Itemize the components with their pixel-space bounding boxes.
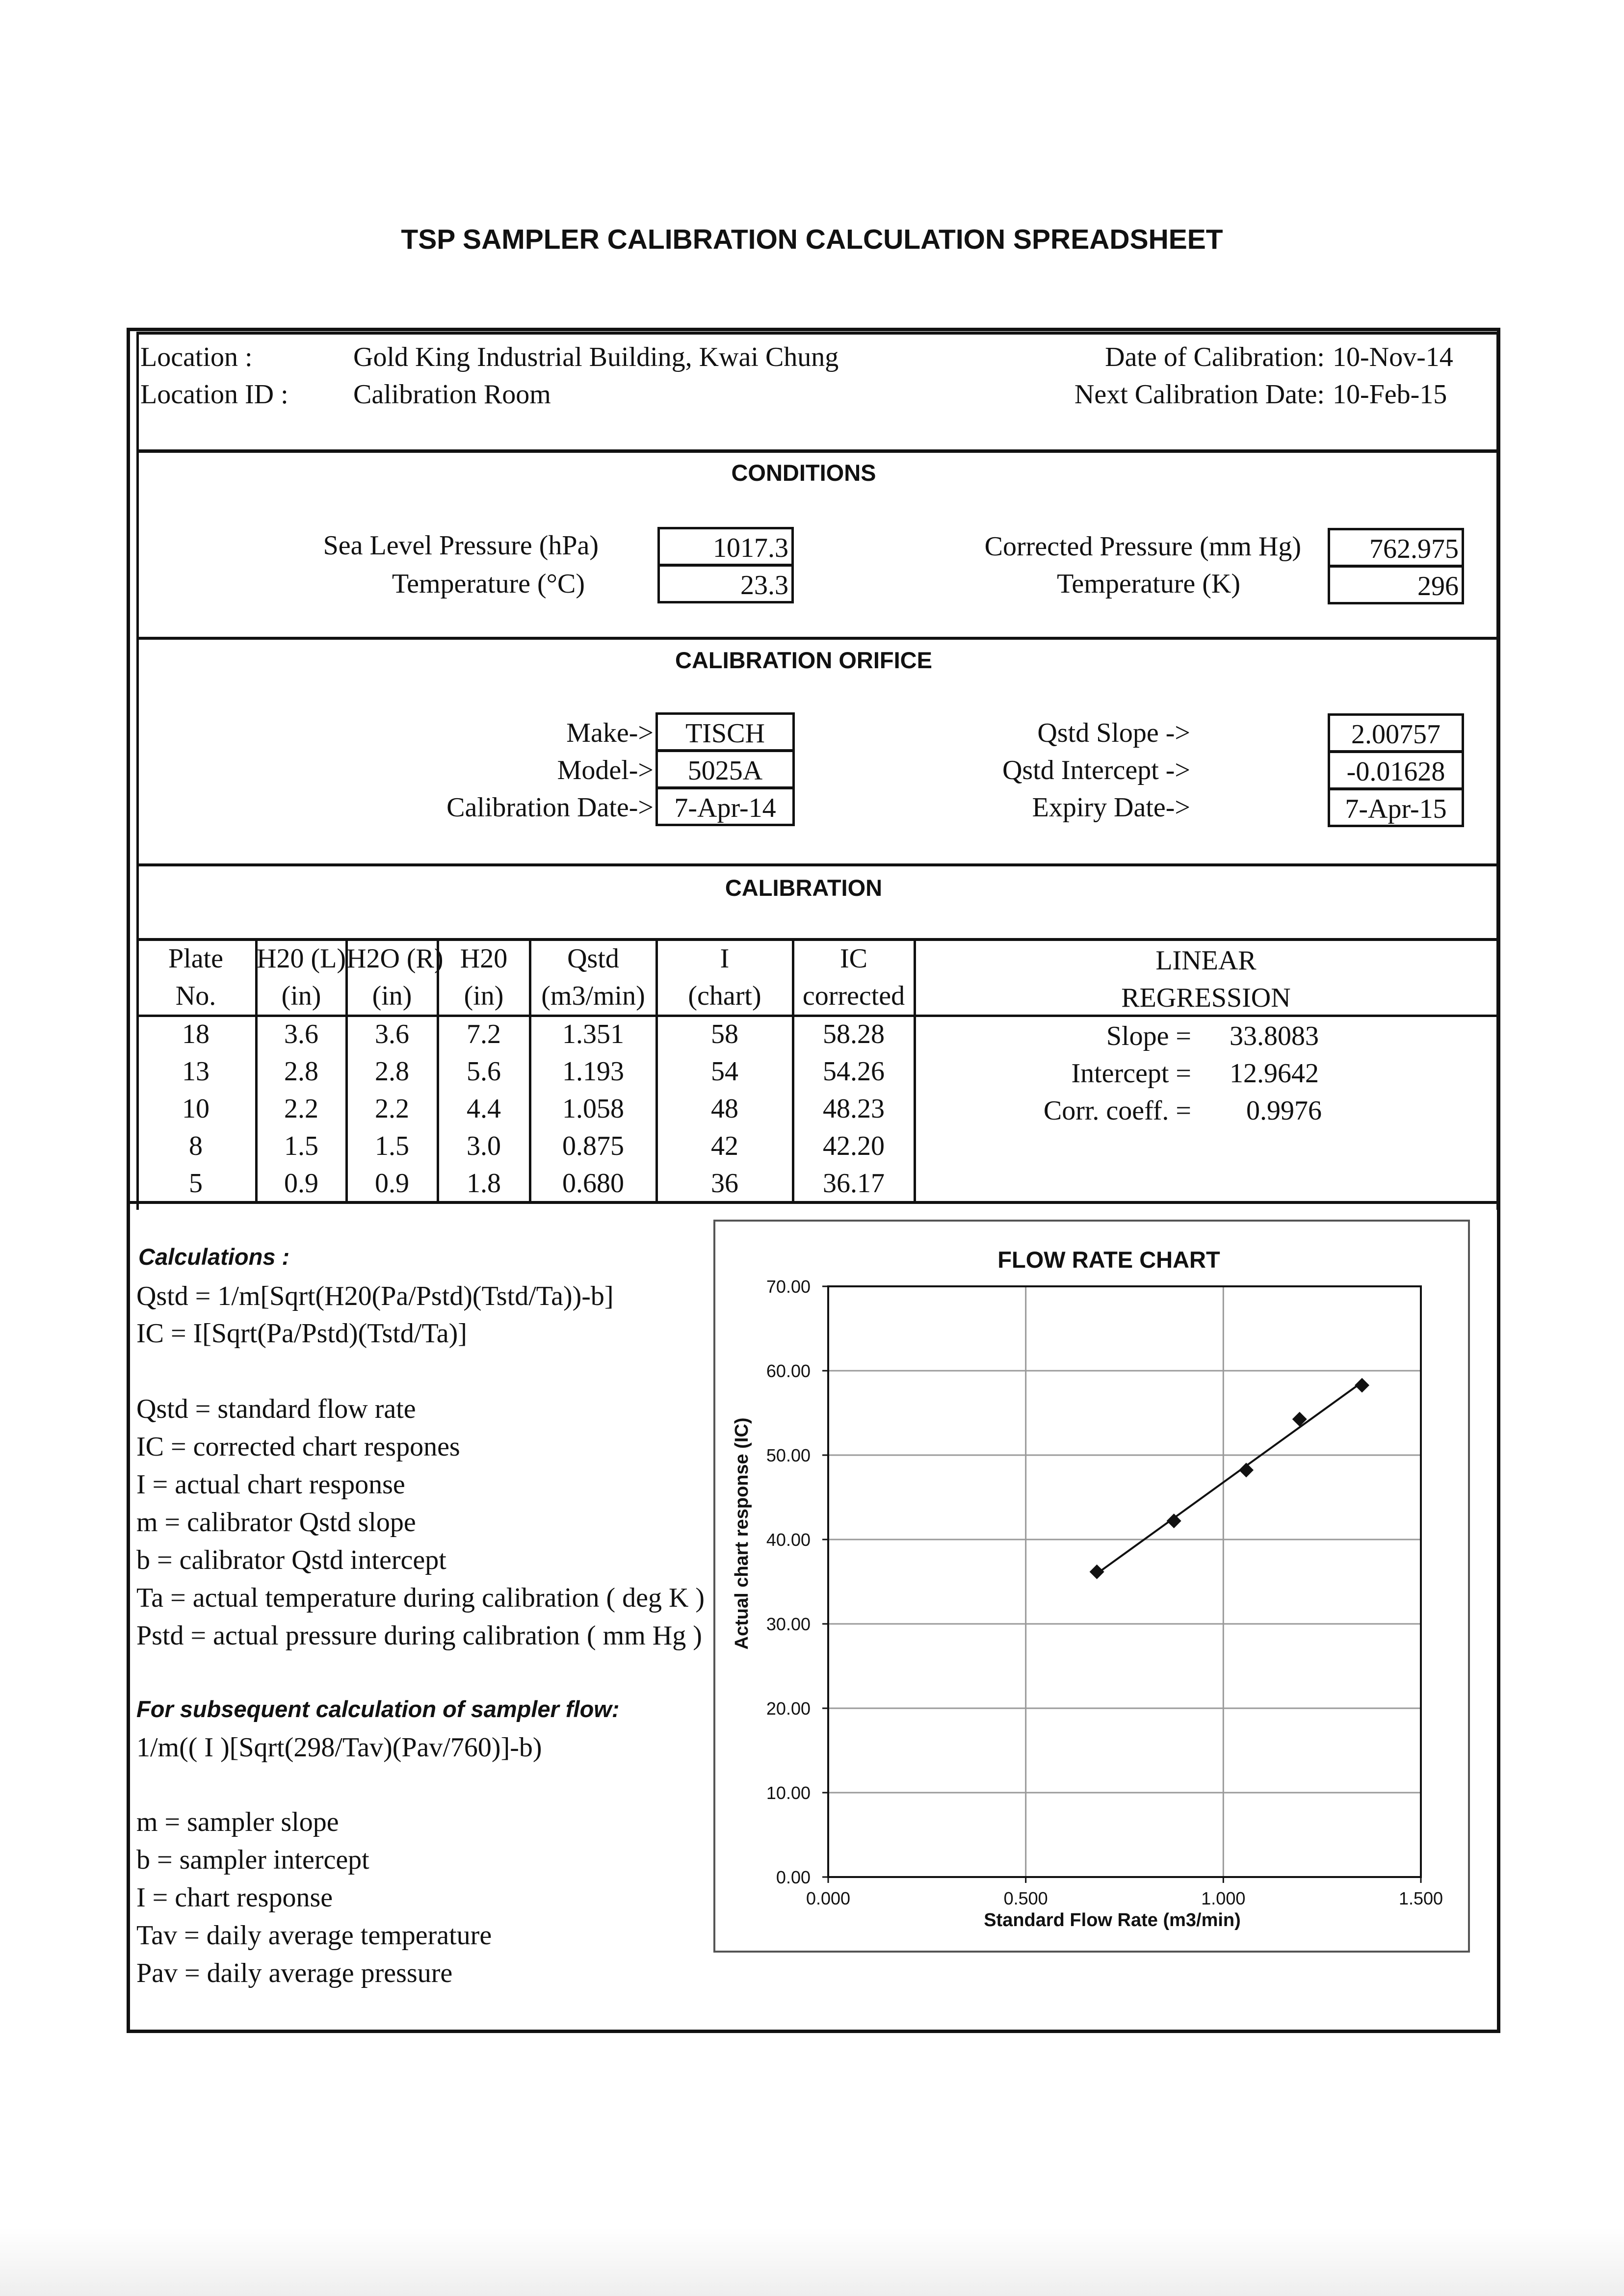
y-axis-ticks xyxy=(766,1277,828,1887)
chart-title: FLOW RATE CHART xyxy=(997,1247,1220,1273)
data-point xyxy=(1167,1513,1181,1528)
orifice-divider xyxy=(136,863,1499,866)
regression-intercept-label: Intercept = xyxy=(1071,1058,1191,1089)
x-tick-label: 0.000 xyxy=(806,1888,851,1908)
list-item: Tav = daily average temperature xyxy=(136,1920,492,1951)
subsequent-definitions-list xyxy=(136,1808,492,1997)
col-plate-line1: Plate xyxy=(168,943,223,974)
list-item: IC = corrected chart respones xyxy=(136,1432,460,1462)
cell-plate: 13 xyxy=(182,1056,210,1087)
temperature-c-value: 23.3 xyxy=(740,570,788,600)
regression-corr-value: 0.9976 xyxy=(1246,1096,1322,1126)
cell-i: 48 xyxy=(711,1094,738,1124)
expiry-date-label: Expiry Date-> xyxy=(1032,792,1190,823)
chart-axes xyxy=(828,1286,1421,1877)
cell-h2o-right: 2.8 xyxy=(375,1056,409,1087)
conditions-heading: CONDITIONS xyxy=(731,460,876,486)
cell-h2o-right: 1.5 xyxy=(375,1131,409,1161)
col-h2o-right-line2: (in) xyxy=(372,981,412,1011)
expiry-date-value: 7-Apr-15 xyxy=(1345,794,1447,824)
col-h2o-left-header xyxy=(256,945,346,1010)
cell-ic: 48.23 xyxy=(823,1094,885,1124)
cell-i: 54 xyxy=(711,1056,738,1087)
cell-plate: 8 xyxy=(189,1131,203,1161)
col-h2o-left-line2: (in) xyxy=(281,981,321,1011)
col-i-line2: (chart) xyxy=(688,981,761,1011)
col-plate-line2: No. xyxy=(175,981,216,1011)
regression-corr-label: Corr. coeff. = xyxy=(1043,1096,1191,1126)
temperature-c-field xyxy=(657,564,794,603)
formula-qstd: Qstd = 1/m[Sqrt(H20(Pa/Pstd)(Tstd/Ta))-b] xyxy=(136,1281,614,1311)
y-axis-label: Actual chart response (IC) xyxy=(732,1417,752,1650)
subsequent-heading: For subsequent calculation of sampler flow: xyxy=(136,1696,620,1722)
subsequent-formula: 1/m(( I )[Sqrt(298/Tav)(Pav/760)]-b) xyxy=(136,1732,542,1763)
col-ic-header xyxy=(793,945,915,1010)
qstd-intercept-field xyxy=(1328,751,1464,790)
col-h2o-line1: H20 xyxy=(460,943,508,974)
corrected-pressure-value: 762.975 xyxy=(1369,534,1459,564)
table-row xyxy=(136,1058,915,1095)
x-tick-label: 1.000 xyxy=(1201,1888,1246,1908)
list-item: I = actual chart response xyxy=(136,1469,405,1500)
next-calibration-label: Next Calibration Date: xyxy=(1074,379,1325,410)
make-label: Make-> xyxy=(566,718,654,748)
cell-ic: 42.20 xyxy=(823,1131,885,1161)
cell-h2o-right: 0.9 xyxy=(375,1168,409,1199)
cell-h2o: 1.8 xyxy=(467,1168,501,1199)
data-point xyxy=(1239,1462,1254,1477)
calculations-heading: Calculations : xyxy=(138,1244,290,1270)
orifice-calibration-date-field xyxy=(655,787,795,826)
sea-level-pressure-field xyxy=(657,527,794,566)
col-qstd-header xyxy=(530,945,656,1010)
cell-plate: 5 xyxy=(189,1168,203,1199)
qstd-slope-field xyxy=(1328,713,1464,753)
list-item: I = chart response xyxy=(136,1882,333,1913)
regression-intercept-value: 12.9642 xyxy=(1230,1058,1319,1089)
y-tick-label: 40.00 xyxy=(766,1530,811,1550)
cell-h2o-left: 2.8 xyxy=(284,1056,318,1087)
list-item: m = calibrator Qstd slope xyxy=(136,1507,416,1538)
x-axis-label: Standard Flow Rate (m3/min) xyxy=(984,1910,1241,1931)
plot-area-border xyxy=(828,1286,1421,1877)
x-tick-label: 0.500 xyxy=(1003,1888,1048,1908)
x-axis-ticks xyxy=(806,1877,1443,1908)
table-row xyxy=(136,1095,915,1132)
qstd-intercept-value: -0.01628 xyxy=(1346,757,1445,787)
cell-plate: 18 xyxy=(182,1019,210,1049)
location-label: Location : xyxy=(140,342,253,372)
header-divider xyxy=(136,449,1499,453)
header-frame xyxy=(136,332,1499,335)
make-field xyxy=(655,712,795,752)
chart-gridlines xyxy=(828,1286,1421,1877)
orifice-heading: CALIBRATION ORIFICE xyxy=(675,647,932,673)
cell-h2o-left: 3.6 xyxy=(284,1019,318,1049)
col-i-header xyxy=(656,945,793,1010)
list-item: b = calibrator Qstd intercept xyxy=(136,1545,446,1575)
corrected-pressure-field xyxy=(1328,528,1464,567)
cell-h2o-right: 2.2 xyxy=(375,1094,409,1124)
y-tick-label: 20.00 xyxy=(766,1698,811,1719)
cell-h2o-left: 1.5 xyxy=(284,1131,318,1161)
list-item: Ta = actual temperature during calibration ( deg K ) xyxy=(136,1583,705,1613)
table-row xyxy=(136,1020,915,1058)
data-point xyxy=(1090,1565,1104,1579)
col-ic-line1: IC xyxy=(840,943,867,974)
location-id-label: Location ID : xyxy=(140,379,288,410)
list-item: b = sampler intercept xyxy=(136,1845,369,1875)
temperature-k-field xyxy=(1328,565,1464,604)
location-id-value: Calibration Room xyxy=(353,379,551,410)
make-value: TISCH xyxy=(685,718,765,749)
cell-h2o: 7.2 xyxy=(467,1019,501,1049)
cell-qstd: 1.351 xyxy=(562,1019,624,1049)
cell-qstd: 1.193 xyxy=(562,1056,624,1087)
table-row xyxy=(136,1132,915,1170)
col-qstd-line1: Qstd xyxy=(567,943,619,974)
regression-heading-line1: LINEAR xyxy=(1155,945,1257,976)
flow-rate-chart xyxy=(713,1220,1470,1953)
list-item: m = sampler slope xyxy=(136,1807,339,1837)
cell-qstd: 1.058 xyxy=(562,1094,624,1124)
sea-level-pressure-value: 1017.3 xyxy=(713,533,788,563)
regression-slope-label: Slope = xyxy=(1106,1021,1191,1051)
orifice-calibration-date-value: 7-Apr-14 xyxy=(674,793,776,823)
date-of-calibration-value: 10-Nov-14 xyxy=(1333,342,1453,372)
cell-h2o-right: 3.6 xyxy=(375,1019,409,1049)
col-h2o-line2: (in) xyxy=(464,981,504,1011)
cell-i: 36 xyxy=(711,1168,738,1199)
model-value: 5025A xyxy=(687,756,763,786)
cell-h2o-left: 0.9 xyxy=(284,1168,318,1199)
cell-h2o-left: 2.2 xyxy=(284,1094,318,1124)
cell-ic: 58.28 xyxy=(823,1019,885,1049)
cell-h2o: 5.6 xyxy=(467,1056,501,1087)
sea-level-pressure-label: Sea Level Pressure (hPa) xyxy=(323,530,599,561)
x-tick-label: 1.500 xyxy=(1398,1888,1443,1908)
col-h2o-right-header xyxy=(346,943,444,1011)
temperature-k-value: 296 xyxy=(1417,571,1459,601)
calibration-table-top xyxy=(136,938,1499,941)
chart-series xyxy=(1090,1378,1369,1579)
y-tick-label: 10.00 xyxy=(766,1783,811,1803)
table-row xyxy=(136,1170,915,1207)
col-h2o-left-line1: H20 (L) xyxy=(257,943,346,974)
data-point xyxy=(1355,1378,1369,1393)
cell-i: 58 xyxy=(711,1019,738,1049)
regression-slope-value: 33.8083 xyxy=(1230,1021,1319,1051)
list-item: Qstd = standard flow rate xyxy=(136,1394,416,1424)
regression-heading-line2: REGRESSION xyxy=(1121,983,1291,1013)
cell-h2o: 3.0 xyxy=(467,1131,501,1161)
temperature-c-label: Temperature (°C) xyxy=(392,569,585,599)
col-qstd-line2: (m3/min) xyxy=(541,981,645,1011)
header-right-border xyxy=(1496,332,1499,1210)
definitions-list xyxy=(136,1395,705,1660)
y-tick-label: 0.00 xyxy=(776,1867,811,1887)
col-h2o-header xyxy=(438,945,530,1010)
list-item: Pav = daily average pressure xyxy=(136,1958,453,1988)
cell-qstd: 0.680 xyxy=(562,1168,624,1199)
orifice-calibration-date-label: Calibration Date-> xyxy=(446,792,654,823)
cell-i: 42 xyxy=(711,1131,738,1161)
calibration-header-divider xyxy=(136,1015,1499,1017)
cell-plate: 10 xyxy=(182,1094,210,1124)
y-tick-label: 50.00 xyxy=(766,1445,811,1465)
col-i-line1: I xyxy=(720,943,730,974)
scan-footer-shade xyxy=(0,2227,1624,2296)
qstd-slope-label: Qstd Slope -> xyxy=(1037,718,1190,748)
y-tick-label: 30.00 xyxy=(766,1614,811,1634)
date-of-calibration-label: Date of Calibration: xyxy=(1105,342,1325,372)
col-ic-line2: corrected xyxy=(802,981,905,1011)
formula-ic: IC = I[Sqrt(Pa/Pstd)(Tstd/Ta)] xyxy=(136,1318,467,1349)
trendline xyxy=(1097,1382,1362,1573)
next-calibration-value: 10-Feb-15 xyxy=(1333,379,1447,410)
model-label: Model-> xyxy=(557,755,654,785)
expiry-date-field xyxy=(1328,788,1464,827)
y-tick-label: 60.00 xyxy=(766,1361,811,1381)
conditions-divider xyxy=(136,637,1499,640)
model-field xyxy=(655,750,795,789)
location-value: Gold King Industrial Building, Kwai Chung xyxy=(353,342,839,372)
col-plate-header xyxy=(136,945,255,1010)
temperature-k-label: Temperature (K) xyxy=(1057,569,1240,599)
calibration-heading: CALIBRATION xyxy=(725,875,883,901)
cell-h2o: 4.4 xyxy=(467,1094,501,1124)
cell-qstd: 0.875 xyxy=(562,1131,624,1161)
qstd-intercept-label: Qstd Intercept -> xyxy=(1002,755,1190,785)
cell-ic: 54.26 xyxy=(823,1056,885,1087)
calibration-column-headers xyxy=(136,945,915,1014)
cell-ic: 36.17 xyxy=(823,1168,885,1199)
qstd-slope-value: 2.00757 xyxy=(1351,719,1441,750)
y-tick-label: 70.00 xyxy=(766,1277,811,1297)
list-item: Pstd = actual pressure during calibration ( mm Hg ) xyxy=(136,1620,702,1651)
col-h2o-right-line1: H2O (R) xyxy=(346,943,444,974)
corrected-pressure-label: Corrected Pressure (mm Hg) xyxy=(984,531,1301,562)
page-title: TSP SAMPLER CALIBRATION CALCULATION SPREADSHEET xyxy=(401,224,1223,255)
